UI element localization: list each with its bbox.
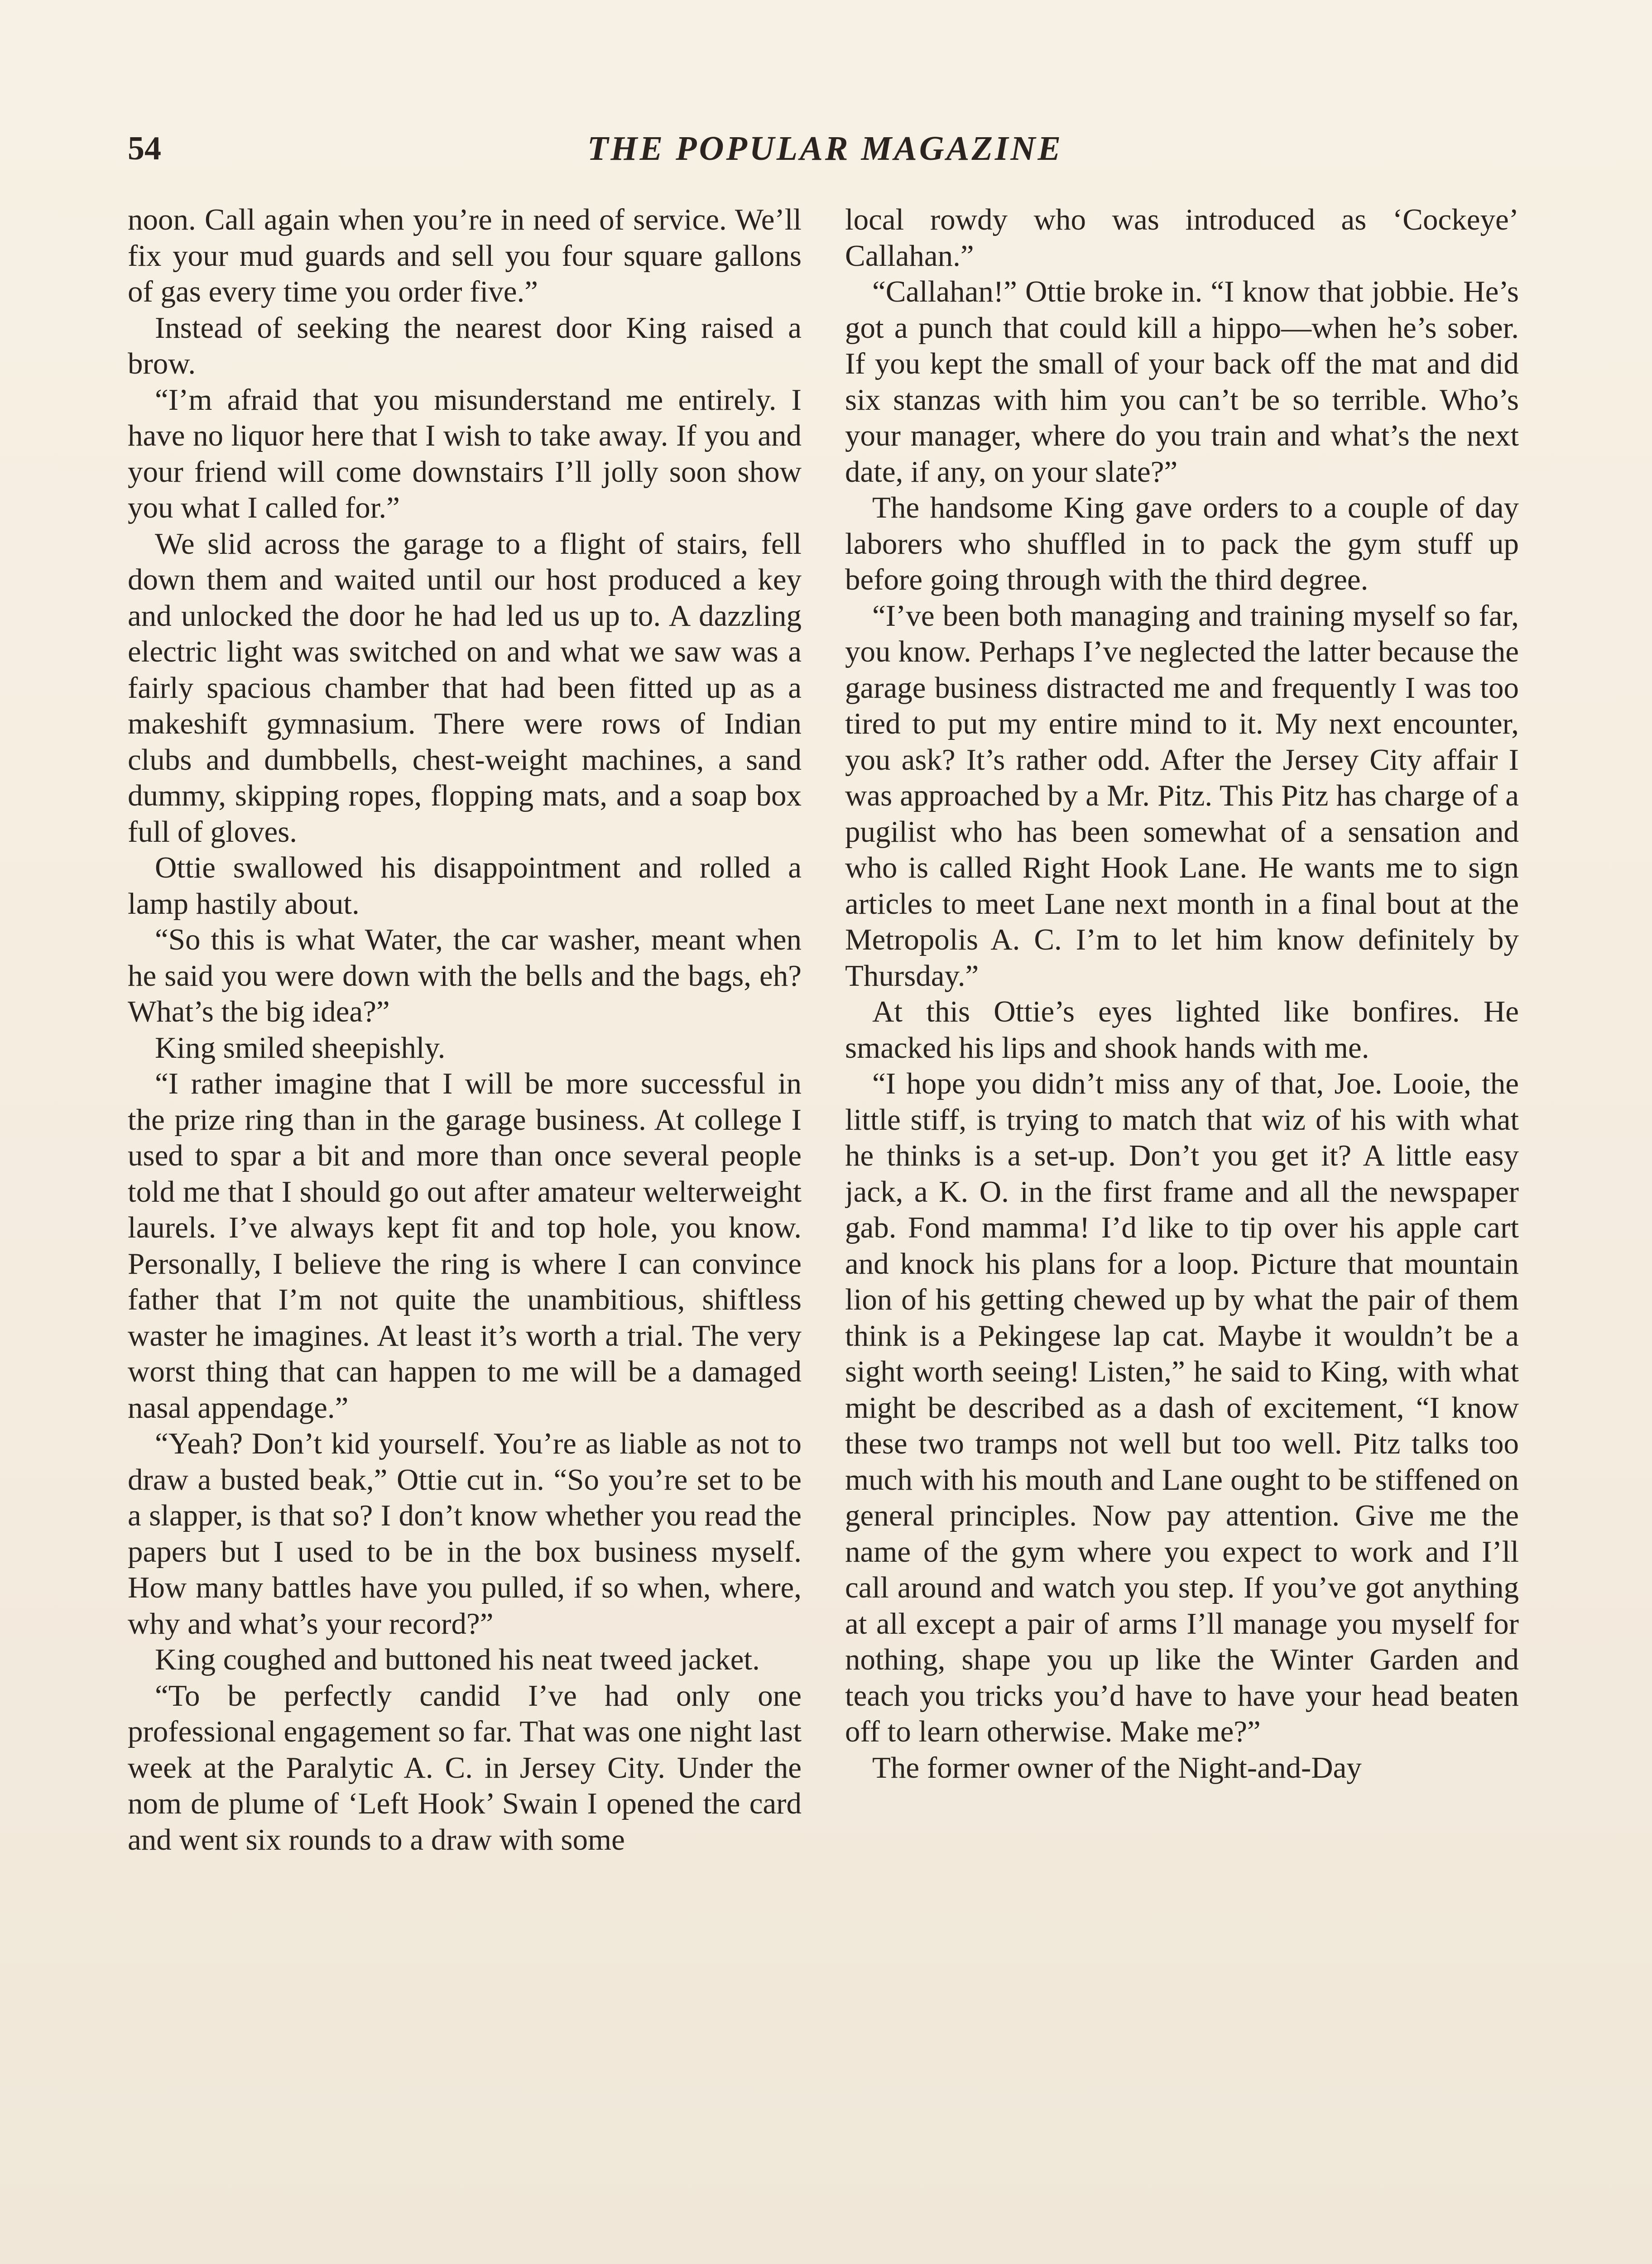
paragraph: King coughed and buttoned his neat tweed jacket. bbox=[155, 1643, 760, 1676]
paragraph: “I hope you didn’t miss any of that, Joe. Looie, the little stiff, is trying to match that wiz of his with what he thinks is a set-up. Don’t you get it? A little easy jack, a K. O. in the first frame and all the newspaper gab. Fond mamma! I’d like to tip over his apple cart and knock his plans for a loop. Picture that mountain lion of his getting chewed up by what the pair of them think is a Pekingese lap cat. Maybe it wouldn’t be a sight worth seeing! Listen,” he said to King, with what might be described as a dash of excitement, “I know these two tramps not well but too well. Pitz talks too much with his mouth and Lane ought to be stiffened on general principles. Now pay attention. Give me the name of the gym where you expect to work and I’ll call around and watch you step. If you’ve got anything at all except a pair of arms I’ll manage you myself for nothing, shape you up like the Winter Garden and teach you tricks you’d have to have your head beaten off to learn otherwise. Make me?” bbox=[845, 1067, 1519, 1748]
paragraph: We slid across the garage to a flight of stairs, fell down them and waited until our host produced a key and unlocked the door he had led us up to. A dazzling electric light was switched on and what we saw was a fairly spacious chamber that had been fitted up as a makeshift gymnasium. There were rows of Indian clubs and dumbbells, chest-weight machines, a sand dummy, skipping ropes, flopping mats, and a soap box full of gloves. bbox=[128, 527, 802, 849]
paragraph: The former owner of the Night-and-Day bbox=[872, 1751, 1362, 1784]
paragraph: local rowdy who was introduced as ‘Cockeye’ Callahan.” bbox=[845, 203, 1519, 273]
page-header bbox=[128, 121, 1522, 176]
paragraph: “Yeah? Don’t kid yourself. You’re as liable as not to draw a busted beak,” Ottie cut in. “So you’re set to be a slapper, is that so? I don’t know whether you read the papers but I used to be in the box business myself. How many battles have you pulled, if so when, where, why and what’s your record?” bbox=[128, 1427, 802, 1640]
paragraph: The handsome King gave orders to a couple of day laborers who shuffled in to pack the gym stuff up before going through with the third degree. bbox=[845, 491, 1519, 596]
paragraph: “I’m afraid that you misunderstand me entirely. I have no liquor here that I wish to take away. If you and your friend will come downstairs I’ll jolly soon show you what I called for.” bbox=[128, 383, 802, 524]
paragraph: “I’ve been both managing and training myself so far, you know. Perhaps I’ve neglected the latter because the garage business distracted me and frequently I was too tired to put my entire mind to it. My next encounter, you ask? It’s rather odd. After the Jersey City affair I was approached by a Mr. Pitz. This Pitz has charge of a pugilist who has been somewhat of a sensation and who is called Right Hook Lane. He wants me to sign articles to meet Lane next month in a final bout at the Metropolis A. C. I’m to let him know definitely by Thursday.” bbox=[845, 599, 1519, 993]
page-number: 54 bbox=[128, 130, 161, 167]
paragraph: “So this is what Water, the car washer, meant when he said you were down with the bells and the bags, eh? What’s the big idea?” bbox=[128, 923, 802, 1028]
paragraph: noon. Call again when you’re in need of service. We’ll fix your mud guards and sell you four square gallons of gas every time you order five.” bbox=[128, 203, 802, 308]
running-title: THE POPULAR MAGAZINE bbox=[587, 130, 1063, 168]
right-column bbox=[845, 202, 1519, 2264]
left-column bbox=[128, 202, 802, 2264]
paragraph: King smiled sheepishly. bbox=[155, 1031, 446, 1065]
paragraph: “I rather imagine that I will be more successful in the prize ring than in the garage business. At college I used to spar a bit and more than once several people told me that I should go out after amateur welterweight laurels. I’ve always kept fit and top hole, you know. Personally, I believe the ring is where I can convince father that I’m not quite the unambitious, shiftless waster he imagines. At least it’s worth a trial. The very worst thing that can happen to me will be a damaged nasal appendage.” bbox=[128, 1067, 802, 1425]
paragraph: “To be perfectly candid I’ve had only one professional engagement so far. That was one night last week at the Paralytic A. C. in Jersey City. Under the nom de plume of ‘Left Hook’ Swain I opened the card and went six rounds to a draw with some bbox=[128, 1679, 802, 1856]
paragraph: Instead of seeking the nearest door King raised a brow. bbox=[128, 311, 802, 380]
paragraph: Ottie swallowed his disappointment and rolled a lamp hastily about. bbox=[128, 851, 802, 921]
paragraph: “Callahan!” Ottie broke in. “I know that jobbie. He’s got a punch that could kill a hippo—when he’s sober. If you kept the small of your back off the mat and did six stanzas with him you can’t be so terrible. Who’s your manager, where do you train and what’s the next date, if any, on your slate?” bbox=[845, 275, 1519, 489]
paragraph: At this Ottie’s eyes lighted like bonfires. He smacked his lips and shook hands with me. bbox=[845, 995, 1519, 1065]
